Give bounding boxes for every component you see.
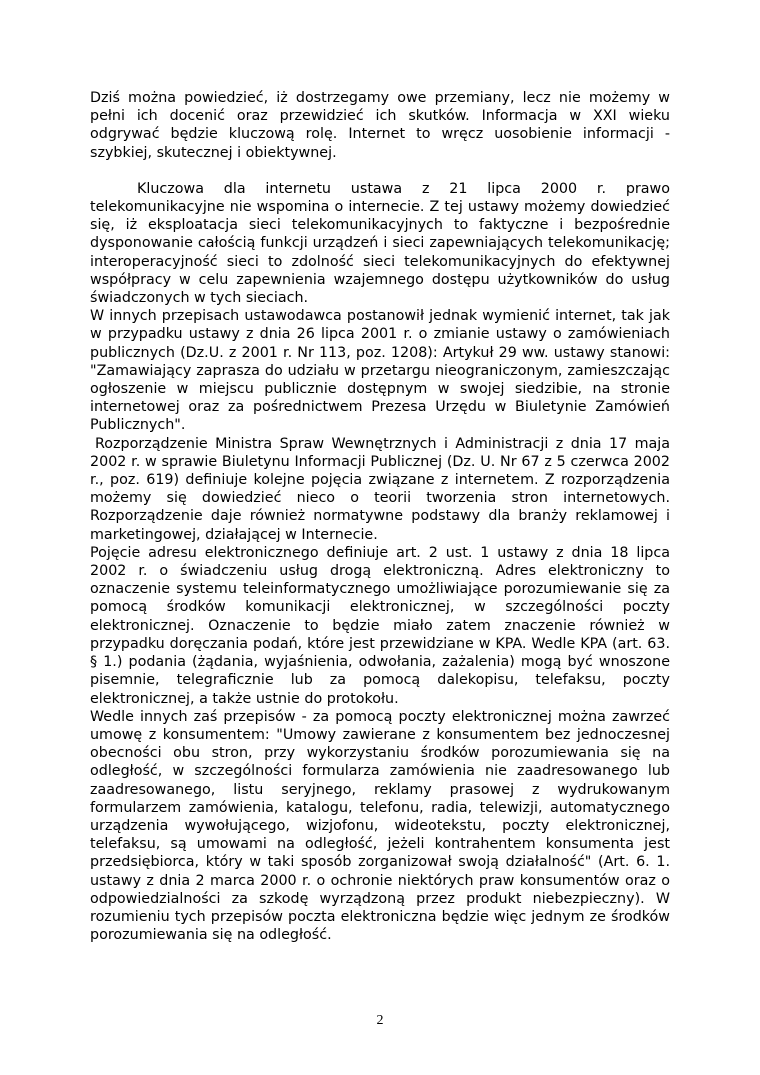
paragraph-consumer-contracts: Wedle innych zaś przepisów - za pomocą poczty elektronicznej można zawrzeć umowę z konsumentem: "Umowy zawierane z konsumentem bez jednoczesnej obecności obu stron, przy wykorzystaniu środków porozumiewania się na odległość, w szczególności formularza zamówienia nie zaadresowanego lub zaadresowanego, listu seryjnego, reklamy prasowej z wydrukowanym formularzem zamówienia, katalogu, telefonu, radia, telewizji, automatycznego urządzenia wywołującego, wizjofonu, wideotekstu, poczty elektronicznej, telefaksu, są umowami na odległość, jeżeli kontrahentem konsumenta jest przedsiębiorca, który w taki sposób zorganizował swoją działalność" (Art. 6. 1. ustawy z dnia 2 marca 2000 r. o ochronie niektórych praw konsumentów oraz o odpowiedzialności za szkodę wyrządzoną przez produkt niebezpieczny). W rozumieniu tych przepisów poczta elektroniczna będzie więc jednym ze środków porozumiewania się na odległość. [90,708,670,944]
paragraph-electronic-address: Pojęcie adresu elektronicznego definiuje art. 2 ust. 1 ustawy z dnia 18 lipca 2002 r. o świadczeniu usług drogą elektroniczną. Adres elektroniczny to oznaczenie systemu teleinformatycznego umożliwiające porozumiewanie się za pomocą środków komunikacji elektronicznej, w szczególności poczty elektronicznej. Oznaczenie to będzie miało zatem znaczenie również w przypadku doręczania podań, które jest przewidziane w KPA. Wedle KPA (art. 63. § 1.) podania (żądania, wyjaśnienia, odwołania, zażalenia) mogą być wnoszone pisemnie, telegraficznie lub za pomocą dalekopisu, telefaksu, poczty elektronicznej, a także ustnie do protokołu. [90,544,670,707]
page-number: 2 [376,1013,384,1028]
paragraph-telecom-law: Kluczowa dla internetu ustawa z 21 lipca 2000 r. prawo telekomunikacyjne nie wspomina o internecie. Z tej ustawy możemy dowiedzieć się, iż eksploatacja sieci telekomunikacyjnych to faktyczne i bezpośrednie dysponowanie całością funkcji urządzeń i sieci zapewniających telekomunikację; interoperacyjność sieci to zdolność sieci telekomunikacyjnych do efektywnej współpracy w celu zapewnienia wzajemnego dostępu użytkowników do usług świadczonych w tych sieciach. [90,180,670,307]
document-page [90,89,670,944]
paragraph-intro: Dziś można powiedzieć, iż dostrzegamy owe przemiany, lecz nie możemy w pełni ich docenić oraz przewidzieć ich skutków. Informacja w XXI wieku odgrywać będzie kluczową rolę. Internet to wręcz uosobienie informacji - szybkiej, skutecznej i obiektywnej. [90,90,670,161]
paragraph-regulation-bip: Rozporządzenie Ministra Spraw Wewnętrznych i Administracji z dnia 17 maja 2002 r. w sprawie Biuletynu Informacji Publicznej (Dz. U. Nr 67 z 5 czerwca 2002 r., poz. 619) definiuje kolejne pojęcia związane z internetem. Z rozporządzenia możemy się dowiedzieć nieco o teorii tworzenia stron internetowych. Rozporządzenie daje również normatywne podstawy dla branży reklamowej i marketingowej, działającej w Internecie. [90,435,670,543]
paragraph-public-procurement: W innych przepisach ustawodawca postanowił jednak wymienić internet, tak jak w przypadku ustawy z dnia 26 lipca 2001 r. o zmianie ustawy o zamówieniach publicznych (Dz.U. z 2001 r. Nr 113, poz. 1208): Artykuł 29 ww. ustawy stanowi: "Zamawiający zaprasza do udziału w przetargu nieograniczonym, zamieszczając ogłoszenie w miejscu publicznie dostępnym w swojej siedzibie, na stronie internetowej oraz za pośrednictwem Prezesa Urzędu w Biuletynie Zamówień Publicznych". [90,308,670,434]
